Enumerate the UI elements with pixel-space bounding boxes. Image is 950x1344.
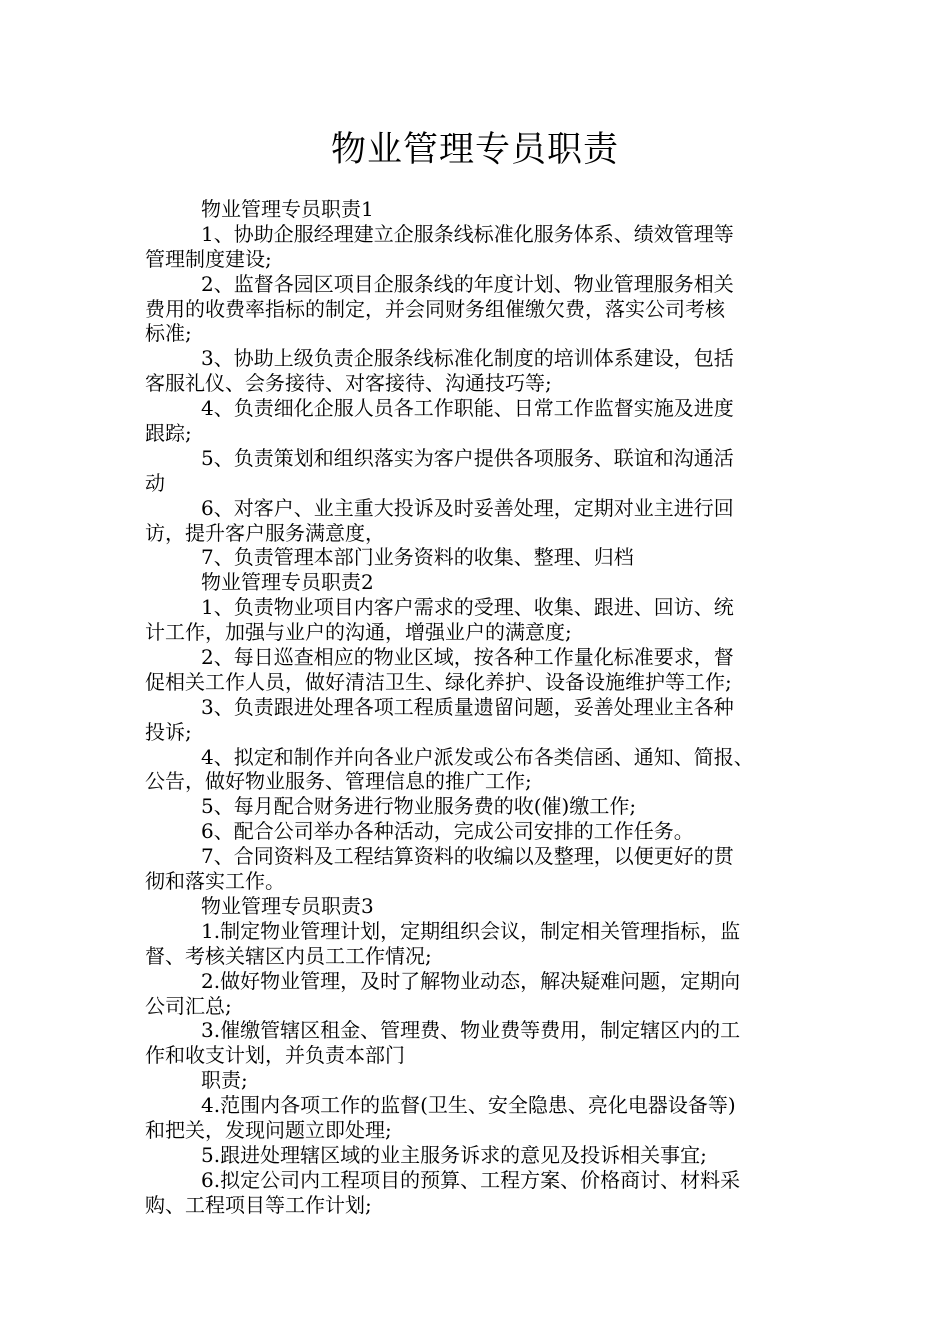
wrapped-line: 公司汇总;: [145, 993, 232, 1018]
list-item-line: 2、监督各园区项目企服条线的年度计划、物业管理服务相关: [201, 271, 734, 296]
list-item-line: 1.制定物业管理计划，定期组织会议，制定相关管理指标，监: [201, 918, 741, 943]
list-item-line: 4、负责细化企服人员各工作职能、日常工作监督实施及进度: [201, 396, 734, 421]
continuation-line: 职责;: [201, 1068, 248, 1093]
list-item-line: 6、配合公司举办各种活动，完成公司安排的工作任务。: [201, 819, 694, 844]
wrapped-line: 促相关工作人员，做好清洁卫生、绿化养护、设备设施维护等工作;: [145, 669, 732, 694]
list-item-line: 6、对客户、业主重大投诉及时妥善处理，定期对业主进行回: [201, 495, 734, 520]
document-body: [145, 197, 817, 1218]
wrapped-line: 计工作，加强与业户的沟通，增强业户的满意度;: [145, 620, 572, 645]
wrapped-line: 投诉;: [145, 719, 192, 744]
section-heading: 物业管理专员职责2: [201, 570, 374, 595]
section-heading: 物业管理专员职责1: [201, 197, 374, 221]
list-item-line: 4、拟定和制作并向各业户派发或公布各类信函、通知、简报、: [201, 744, 754, 769]
list-item-line: 3、协助上级负责企服条线标准化制度的培训体系建设，包括: [201, 346, 734, 371]
wrapped-line: 购、工程项目等工作计划;: [145, 1192, 372, 1217]
list-item-line: 1、协助企服经理建立企服条线标准化服务体系、绩效管理等: [201, 221, 734, 246]
wrapped-line: 公告，做好物业服务、管理信息的推广工作;: [145, 769, 532, 794]
list-item-line: 6.拟定公司内工程项目的预算、工程方案、价格商讨、材料采: [201, 1167, 741, 1192]
section-heading: 物业管理专员职责3: [201, 893, 374, 918]
wrapped-line: 标准;: [145, 321, 192, 346]
wrapped-line: 客服礼仪、会务接待、对客接待、沟通技巧等;: [145, 371, 552, 396]
wrapped-line: 督、考核关辖区内员工工作情况;: [145, 943, 432, 968]
list-item-line: 3、负责跟进处理各项工程质量遗留问题，妥善处理业主各种: [201, 694, 734, 719]
wrapped-line: 动: [145, 470, 165, 495]
list-item-line: 5.跟进处理辖区域的业主服务诉求的意见及投诉相关事宜;: [201, 1142, 707, 1167]
document-title: 物业管理专员职责: [330, 130, 619, 170]
list-item-line: 5、每月配合财务进行物业服务费的收(催)缴工作;: [201, 794, 637, 819]
wrapped-line: 费用的收费率指标的制定，并会同财务组催缴欠费，落实公司考核: [145, 296, 725, 321]
list-item-line: 5、负责策划和组织落实为客户提供各项服务、联谊和沟通活: [201, 445, 734, 470]
wrapped-line: 彻和落实工作。: [145, 869, 285, 894]
list-item-line: 7、合同资料及工程结算资料的收编以及整理，以便更好的贯: [201, 844, 734, 869]
list-item-line: 2、每日巡查相应的物业区域，按各种工作量化标准要求，督: [201, 645, 734, 670]
wrapped-line: 作和收支计划，并负责本部门: [145, 1043, 405, 1068]
list-item-line: 4.范围内各项工作的监督(卫生、安全隐患、亮化电器设备等): [201, 1093, 736, 1118]
wrapped-line: 和把关，发现问题立即处理;: [145, 1117, 392, 1142]
list-item-line: 3.催缴管辖区租金、管理费、物业费等费用，制定辖区内的工: [201, 1018, 741, 1043]
wrapped-line: 访，提升客户服务满意度，: [145, 520, 385, 545]
list-item-line: 1、负责物业项目内客户需求的受理、收集、跟进、回访、统: [201, 595, 734, 620]
list-item-line: 2.做好物业管理，及时了解物业动态，解决疑难问题，定期向: [201, 968, 741, 993]
list-item-line: 7、负责管理本部门业务资料的收集、整理、归档: [201, 545, 634, 570]
wrapped-line: 管理制度建设;: [145, 246, 272, 271]
wrapped-line: 跟踪;: [145, 421, 192, 446]
